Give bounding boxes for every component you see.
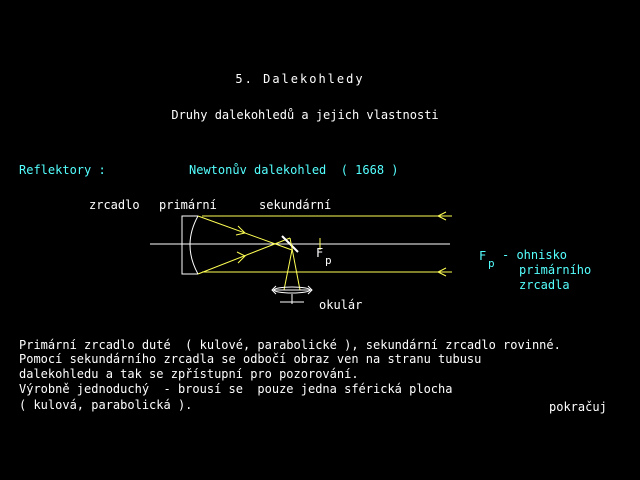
body-line-2: Pomocí sekundárního zrcadla se odbočí obraz ven na stranu tubusu [19,352,482,366]
eyepiece-ray-left [284,250,292,290]
section-value: Newtonův dalekohled ( 1668 ) [189,163,399,177]
legend-line-3: zrcadla [519,278,570,292]
legend-focus-subscript: p [488,257,495,270]
label-focus-symbol: F [316,246,324,260]
eyepiece-ray-right [290,238,300,290]
label-secondary: sekundární [259,198,332,212]
body-line-5: ( kulová, parabolická ). [19,398,193,412]
body-line-1: Primární zrcadlo duté ( kulové, parabolické ), sekundární zrcadlo rovinné. [19,338,561,352]
legend-line-2: primárního [519,263,592,277]
page-subtitle: Druhy dalekohledů a jejich vlastnosti [171,108,439,122]
label-focus-subscript: p [325,254,332,267]
continue-button[interactable]: pokračuj [549,400,607,414]
body-line-3: dalekohledu a tak se zpřístupní pro pozorování. [19,367,359,381]
label-mirror: zrcadlo [89,198,140,212]
label-primary: primární [159,198,217,212]
body-line-4: Výrobně jednoduchý - brousí se pouze jedna sférická plocha [19,382,453,396]
primary-mirror-surface [190,216,198,274]
page-title: 5. Dalekohledy [235,72,365,86]
legend-line-1: - ohnisko [502,248,568,262]
section-label: Reflektory : [19,163,106,177]
legend-focus-symbol: F [479,249,487,263]
label-eyepiece: okulár [319,298,363,312]
